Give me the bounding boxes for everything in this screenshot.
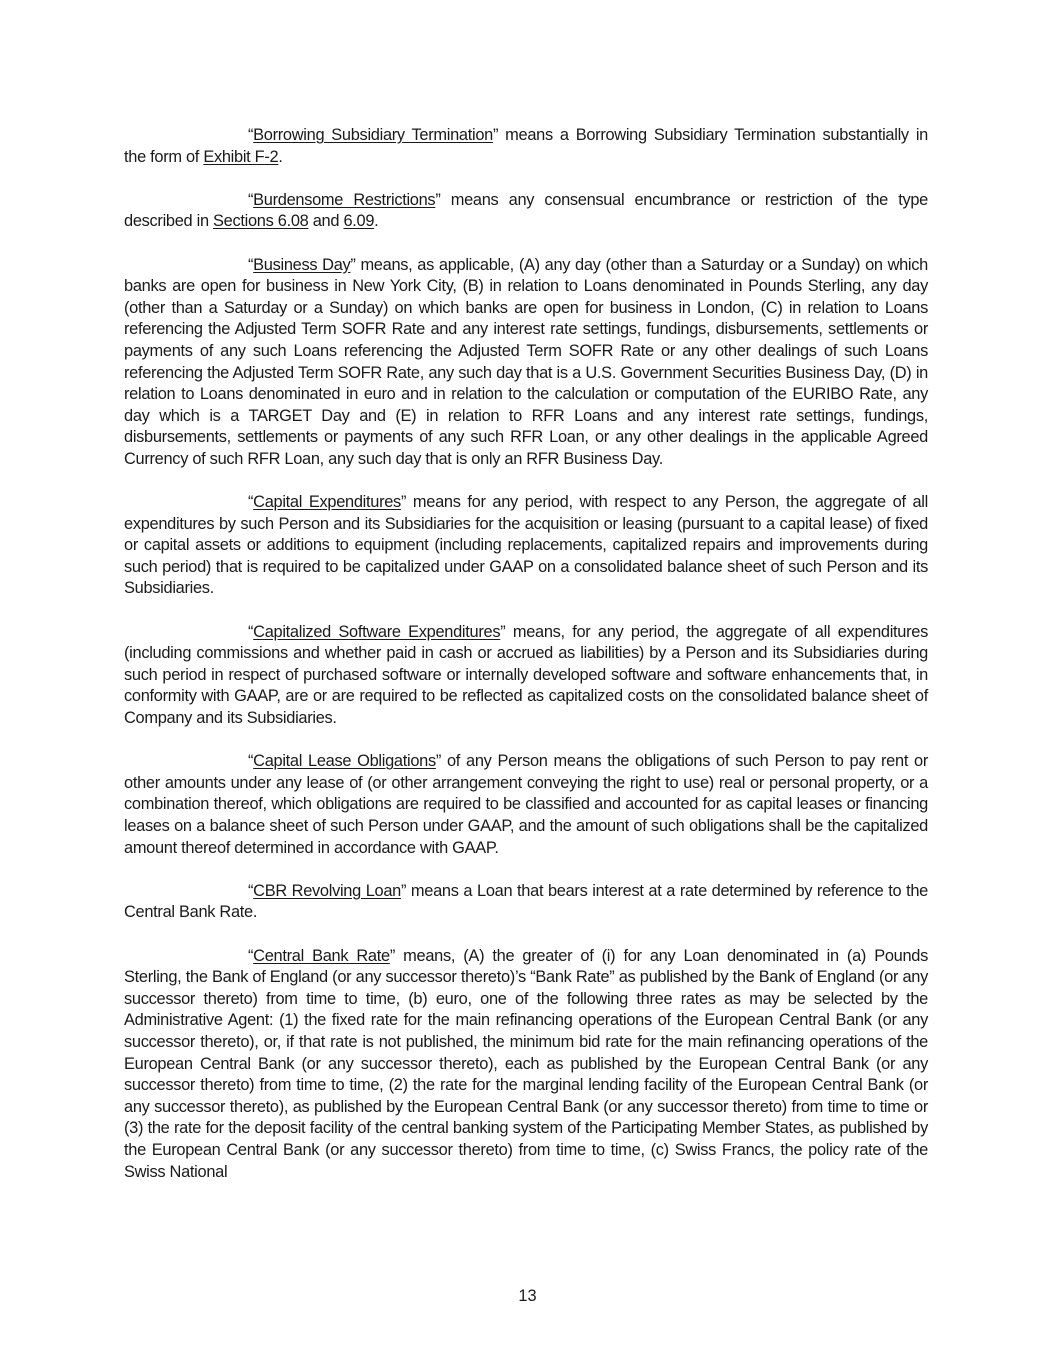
definition-text: means for any period, with respect to any Person, the aggregate of all expenditures by such Person and its Subsidiaries for the acquisition or leasing (pursuant to a capital lease) of fixed or capital assets or additions to equipment (including replacements, capitalized repairs and improvements during such period) that is required to be capitalized under GAAP on a consolidated balance sheet of such Person and its Subsidiaries. <box>124 493 928 598</box>
defined-term: Business Day <box>253 255 351 274</box>
definition-text: means, as applicable, (A) any day (other than a Saturday or a Sunday) on which banks are open for business in New York City, (B) in relation to Loans denominated in Pounds Sterling, any day (other than a Saturday or a Sunday) on which banks are open for business in London, (C) in relation to Loans referencing the Adjusted Term SOFR Rate and any interest rate settings, fundings, disbursements, settlements or payments of any such Loans referencing the Adjusted Term SOFR Rate or any other dealings of such Loans referencing the Adjusted Term SOFR Rate, any such day that is a U.S. Government Securities Business Day, (D) in relation to Loans denominated in euro and in relation to the calculation or computation of the EURIBO Rate, any day which is a TARGET Day and (E) in relation to RFR Loans and any interest rate settings, fundings, disbursements, settlements or payments of any such RFR Loan, or any other dealings in the applicable Agreed Currency of such RFR Loan, any such day that is only an RFR Business Day. <box>124 255 928 468</box>
close-quote: ” <box>500 622 506 641</box>
definition-text: means, (A) the greater of (i) for any Loan denominated in (a) Pounds Sterling, the Bank of England (or any successor thereto)’s “Bank Rate” as published by the Bank of England (or any successor thereto) from time to time, (b) euro, one of the following three rates as may be selected by the Administrative Agent: (1) the fixed rate for the main refinancing operations of the European Central Bank (or any successor thereto), or, if that rate is not published, the minimum bid rate for the main refinancing operations of the European Central Bank (or any successor thereto), each as published by the European Central Bank (or any successor thereto) from time to time, (2) the rate for the marginal lending facility of the European Central Bank (or any successor thereto), as published by the European Central Bank (or any successor thereto) from time to time or (3) the rate for the deposit facility of the central banking system of the Participating Member States, as published by the European Central Bank (or any successor thereto) from time to time, (c) Swiss Francs, the policy rate of the Swiss National <box>124 946 929 1181</box>
defined-term: Borrowing Subsidiary Termination <box>253 126 493 144</box>
open-quote: “ <box>248 255 254 274</box>
close-quote: ” <box>350 255 356 274</box>
definition-burdensome-restrictions <box>124 190 928 233</box>
definition-text: . <box>278 147 283 166</box>
definition-cbr-revolving-loan <box>124 881 928 924</box>
open-quote: “ <box>248 126 254 144</box>
definition-capital-expenditures <box>124 492 928 600</box>
open-quote: “ <box>248 622 254 641</box>
definition-text: of any Person means the obligations of such Person to pay rent or other amounts under any lease of (or other arrangement conveying the right to use) real or personal property, or a combination thereof, which obligations are required to be classified and accounted for as capital leases or financing leases on a balance sheet of such Person under GAAP, and the amount of such obligations shall be the capitalized amount thereof determined in accordance with GAAP. <box>124 752 928 857</box>
definition-central-bank-rate <box>124 946 928 1184</box>
defined-term: CBR Revolving Loan <box>253 881 401 900</box>
definition-text: . <box>374 212 379 231</box>
defined-term: Burdensome Restrictions <box>253 190 436 209</box>
definition-business-day <box>124 255 928 471</box>
cross-reference-section: Sections 6.08 <box>213 212 309 231</box>
page-number: 13 <box>518 1287 537 1305</box>
definitions-section <box>124 125 928 1205</box>
definition-text: means a Borrowing Subsidiary Termination substantially in the form of <box>124 126 928 166</box>
open-quote: “ <box>248 752 254 771</box>
cross-reference-section: 6.09 <box>343 212 375 231</box>
open-quote: “ <box>248 881 254 900</box>
close-quote: ” <box>400 493 407 512</box>
definition-text: means, for any period, the aggregate of all expenditures (including commissions and whether paid in cash or accrued as liabilities) by a Person and its Subsidiaries during such period in respect of purchased software or internally developed software and software enhancements that, in conformity with GAAP, are or are required to be reflected as capitalized costs on the consolidated balance sheet of Company and its Subsidiaries. <box>124 622 928 728</box>
definition-text: means a Loan that bears interest at a rate determined by reference to the Central Bank Rate. <box>124 881 928 922</box>
definition-capital-lease-obligations <box>124 751 928 859</box>
defined-term: Capital Lease Obligations <box>253 752 436 771</box>
defined-term: Central Bank Rate <box>253 946 390 965</box>
open-quote: “ <box>248 493 254 512</box>
definition-text: means any consensual encumbrance or restriction of the type described in <box>124 190 928 231</box>
defined-term: Capital Expenditures <box>253 493 401 512</box>
close-quote: ” <box>492 126 499 144</box>
close-quote: ” <box>389 946 395 965</box>
close-quote: ” <box>400 881 407 900</box>
close-quote: ” <box>435 752 442 771</box>
definition-borrowing-subsidiary-termination <box>124 125 928 168</box>
definition-capitalized-software-expenditures <box>124 622 928 730</box>
definition-text: and <box>308 212 344 231</box>
cross-reference-exhibit: Exhibit F-2 <box>203 147 279 166</box>
close-quote: ” <box>435 190 441 209</box>
defined-term: Capitalized Software Expenditures <box>253 622 501 641</box>
open-quote: “ <box>248 946 254 965</box>
open-quote: “ <box>248 190 254 209</box>
